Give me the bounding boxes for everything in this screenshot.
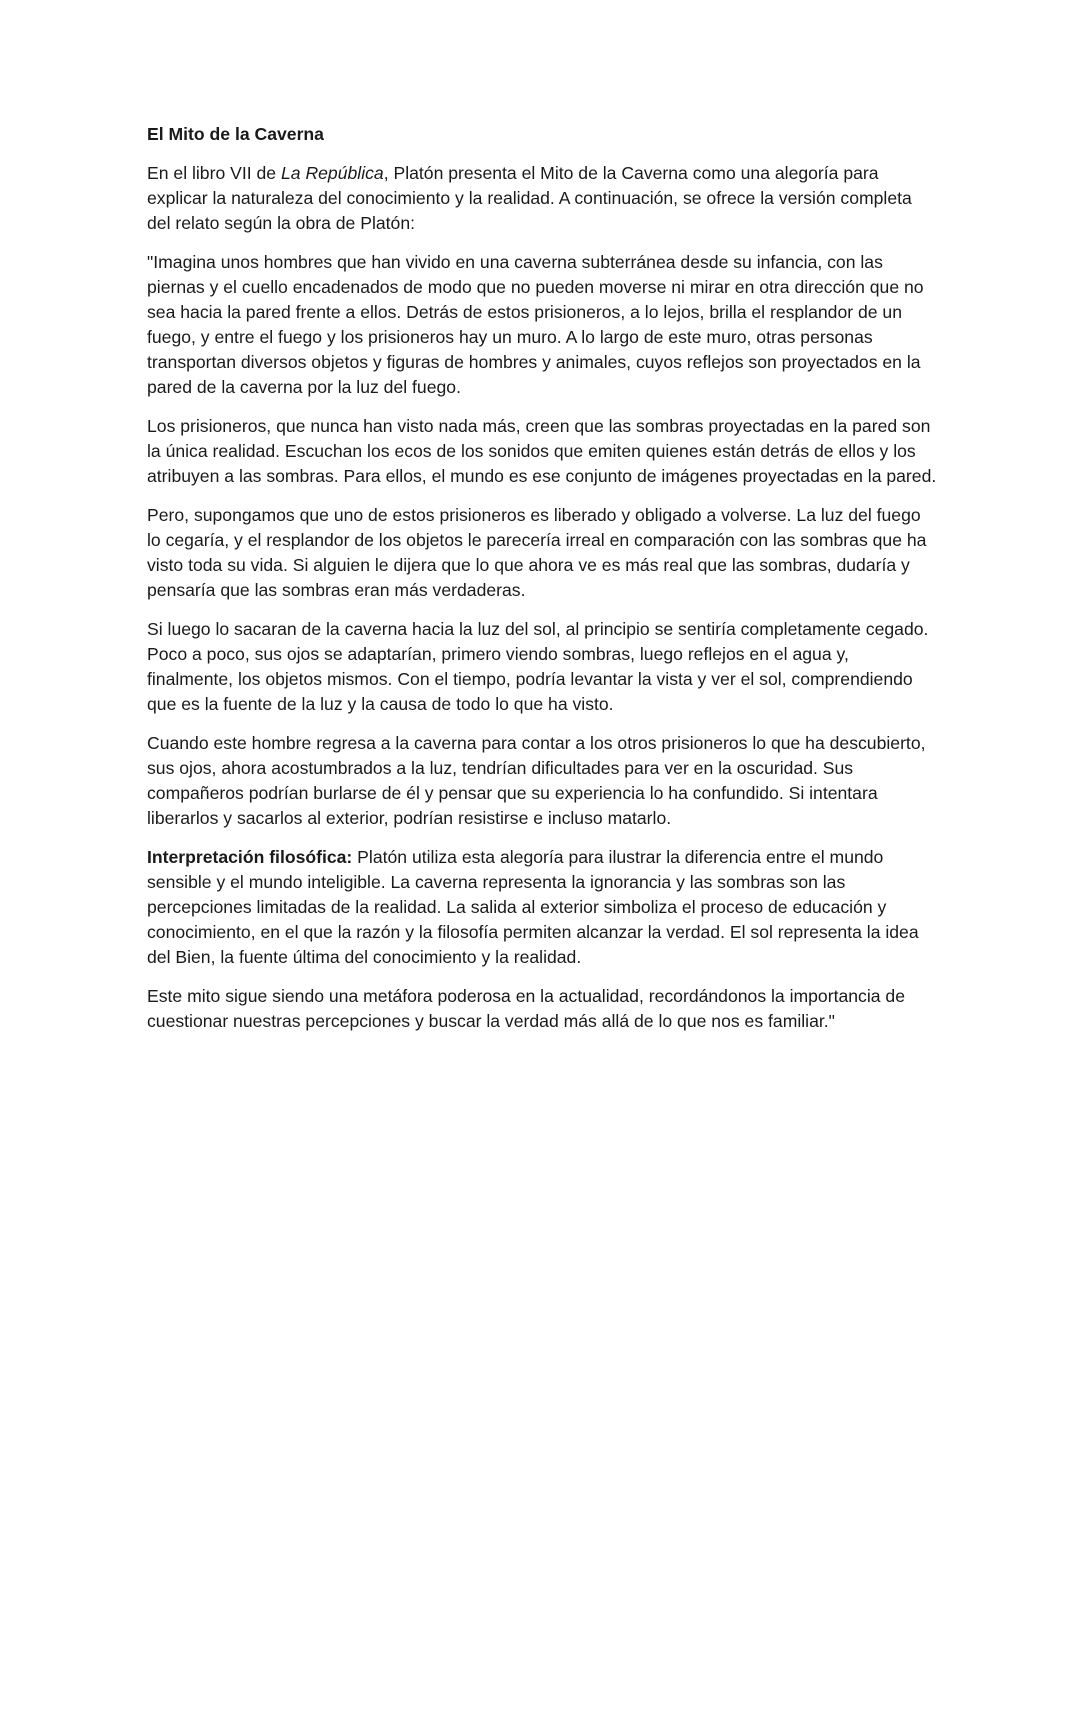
body-paragraph: Los prisioneros, que nunca han visto nada más, creen que las sombras proyectadas en la pared son la única realidad. Escuchan los ecos de los sonidos que emiten quienes están detrás de ellos y los atribuyen a las sombras. Para ellos, el mundo es ese conjunto de imágenes proyectadas en la pared. [147,416,937,486]
interpretation-paragraph [147,845,937,970]
intro-text-before: En el libro VII de [147,163,281,183]
interpretation-label: Interpretación filosófica: [147,847,353,867]
body-paragraph: "Imagina unos hombres que han vivido en una caverna subterránea desde su infancia, con las piernas y el cuello encadenados de modo que no pueden moverse ni mirar en otra dirección que no sea hacia la pared frente a ellos. Detrás de estos prisioneros, a lo lejos, brilla el resplandor de un fuego, y entre el fuego y los prisioneros hay un muro. A lo largo de este muro, otras personas transportan diversos objetos y figuras de hombres y animales, cuyos reflejos son proyectados en la pared de la caverna por la luz del fuego. [147,252,924,397]
document-body [147,122,937,1048]
body-paragraph: Si luego lo sacaran de la caverna hacia la luz del sol, al principio se sentiría completamente cegado. Poco a poco, sus ojos se adaptarían, primero viendo sombras, luego reflejos en el agua y, finalmente, los objetos mismos. Con el tiempo, podría levantar la vista y ver el sol, comprendiendo que es la fuente de la luz y la causa de todo lo que ha visto. [147,619,929,714]
intro-paragraph [147,161,937,236]
document-title: El Mito de la Caverna [147,124,324,144]
work-title: La República [280,163,384,183]
body-paragraph: Cuando este hombre regresa a la caverna para contar a los otros prisioneros lo que ha descubierto, sus ojos, ahora acostumbrados a la luz, tendrían dificultades para ver en la oscuridad. Sus compañeros podrían burlarse de él y pensar que su experiencia lo ha confundido. Si intentara liberarlos y sacarlos al exterior, podrían resistirse e incluso matarlo. [147,733,926,828]
body-paragraph: Pero, supongamos que uno de estos prisioneros es liberado y obligado a volverse. La luz del fuego lo cegaría, y el resplandor de los objetos le parecería irreal en comparación con las sombras que ha visto toda su vida. Si alguien le dijera que lo que ahora ve es más real que las sombras, dudaría y pensaría que las sombras eran más verdaderas. [147,505,927,600]
intro-text-after: , Platón presenta el Mito de la Caverna como una alegoría para explicar la naturaleza del conocimiento y la realidad. A continuación, se ofrece la versión completa del relato según la obra de Platón: [147,163,912,233]
closing-paragraph: Este mito sigue siendo una metáfora poderosa en la actualidad, recordándonos la importancia de cuestionar nuestras percepciones y buscar la verdad más allá de lo que nos es familiar." [147,986,905,1031]
interpretation-text: Platón utiliza esta alegoría para ilustrar la diferencia entre el mundo sensible y el mundo inteligible. La caverna representa la ignorancia y las sombras son las percepciones limitadas de la realidad. La salida al exterior simboliza el proceso de educación y conocimiento, en el que la razón y la filosofía permiten alcanzar la verdad. El sol representa la idea del Bien, la fuente última del conocimiento y la realidad. [147,847,919,967]
